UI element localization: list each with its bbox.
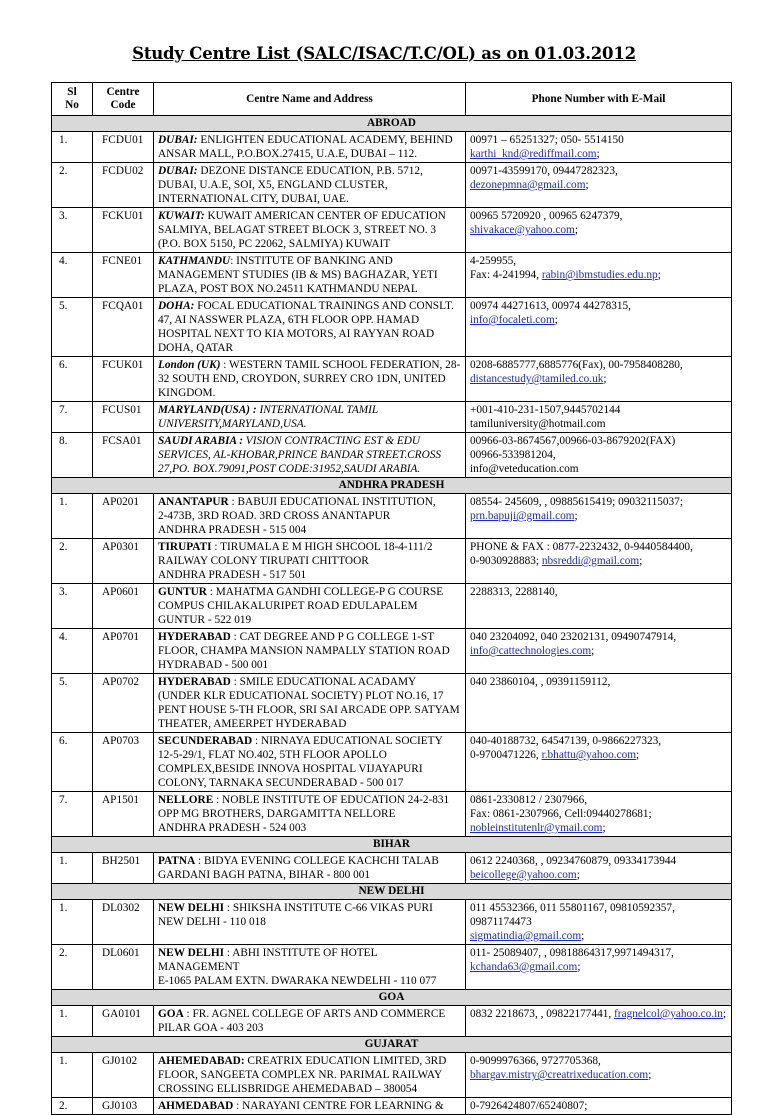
section-title: ANDHRA PRADESH [52,478,732,494]
centre-address-cell [154,945,466,990]
centre-address-cell [154,298,466,357]
section-title: GUJARAT [52,1037,732,1053]
phone-email-cell [466,1053,732,1098]
sl-no-cell: 1. [52,1006,93,1037]
section-row [52,884,732,900]
section-title: NEW DELHI [52,884,732,900]
centre-code-cell: FCUK01 [93,357,154,402]
header-row [52,83,732,116]
phone-text: 0612 2240368, , 09234760879, 09334173944 [470,855,677,867]
table-row [52,1053,732,1098]
phone-email-cell [466,674,732,733]
centre-address-text: : MAHATMA GANDHI COLLEGE-P G COURSE COMPUS CHILAKALURIPET ROAD EDULAPALEM GUNTUR - 522 019 [158,586,444,626]
phone-text: 00971 – 65251327; 050- 5514150 [470,134,624,146]
phone-email-cell [466,163,732,208]
sl-no-cell: 1. [52,900,93,945]
centre-city: MARYLAND(USA) : [158,404,257,416]
email-suffix: ; [636,749,640,761]
section-row [52,837,732,853]
sl-no-cell: 7. [52,402,93,433]
table-row [52,853,732,884]
table-row [52,1098,732,1115]
phone-email-cell [466,945,732,990]
email-link[interactable]: nobleinstitutenlr@ymail.com [470,822,603,834]
page-title: Study Centre List (SALC/ISAC/T.C/OL) as on 01.03.2012 [132,44,636,63]
centre-code-cell: AP0701 [93,629,154,674]
email-link[interactable]: fragnelcol@yahoo.co.in [614,1008,723,1020]
centre-code-cell: AP0601 [93,584,154,629]
phone-email-cell [466,584,732,629]
phone-text: 011 45532366, 011 55801167, 09810592357, 09871174473 [470,902,675,928]
centre-address-cell [154,433,466,478]
email-link[interactable]: bhargav.mistry@creatrixeducation.com [470,1069,649,1081]
phone-email-cell [466,298,732,357]
phone-email-cell [466,494,732,539]
sl-no-cell: 6. [52,733,93,792]
centre-address-cell [154,163,466,208]
centre-code-cell: GJ0102 [93,1053,154,1098]
sl-no-cell: 4. [52,629,93,674]
phone-email-cell [466,433,732,478]
phone-text: 00974 44271613, 00974 44278315, [470,300,631,312]
email-suffix: ; [722,1008,727,1020]
centre-city: HYDERABAD [158,631,231,643]
email-link[interactable]: dezonepmna@gmail.com [470,179,586,191]
email-suffix: ; [576,869,580,881]
centre-address-cell [154,1053,466,1098]
email-link[interactable]: r.bhattu@yahoo.com [541,749,637,761]
email-suffix: ; [648,1069,652,1081]
sl-no-cell: 3. [52,208,93,253]
centre-code-cell: GA0101 [93,1006,154,1037]
section-row [52,990,732,1006]
phone-email-cell [466,900,732,945]
phone-text: 0-7926424807/65240807; [470,1100,588,1112]
email-link[interactable]: sigmatindia@gmail.com [470,930,582,942]
centre-city: GUNTUR [158,586,207,598]
email-suffix: ; [596,148,600,160]
email-suffix: ; [585,179,589,191]
email-suffix: ; [574,224,578,236]
sl-no-cell: 3. [52,584,93,629]
centre-code-cell: FCNE01 [93,253,154,298]
centre-code-cell: AP0201 [93,494,154,539]
phone-email-cell [466,402,732,433]
centre-code-cell: AP1501 [93,792,154,837]
phone-text: 00971-43599170, 09447282323, [470,165,618,177]
table-row [52,584,732,629]
centre-code-cell: FCKU01 [93,208,154,253]
table-row [52,792,732,837]
centre-city: PATNA [158,855,196,867]
section-title: ABROAD [52,116,732,132]
email-link[interactable]: beicollege@yahoo.com [470,869,577,881]
centre-code-cell: FCDU01 [93,132,154,163]
centre-city: KUWAIT: [158,210,205,222]
sl-no-cell: 5. [52,298,93,357]
sl-no-cell: 1. [52,853,93,884]
centre-address-text: : FR. AGNEL COLLEGE OF ARTS AND COMMERCE PILAR GOA - 403 203 [158,1008,446,1034]
email-suffix: ; [581,930,585,942]
sl-no-cell: 2. [52,163,93,208]
centre-city: SAUDI ARABIA : [158,435,243,447]
phone-email-cell [466,1098,732,1115]
table-row [52,253,732,298]
centre-address-cell [154,402,466,433]
centre-address-cell [154,494,466,539]
table-row [52,539,732,584]
email-link[interactable]: kchanda63@gmail.com [470,961,578,973]
centre-address-text: FOCAL EDUCATIONAL TRAININGS AND CONSLT. 47, AI NASSWER PLAZA, 6TH FLOOR OPP. HAMAD HOSPITAL NEXT TO KIA MOTORS, AI RAYYAN ROAD DOHA, QATAR [158,300,454,354]
email-suffix: ; [603,373,607,385]
centre-city: DUBAI: [158,165,198,177]
centre-city: TIRUPATI [158,541,212,553]
centre-address-cell [154,253,466,298]
centre-address-text: : SHIKSHA INSTITUTE C-66 VIKAS PURI NEW DELHI - 110 018 [158,902,433,928]
email-suffix: ; [554,314,558,326]
sl-no-cell: 7. [52,792,93,837]
centre-city: SECUNDERABAD [158,735,253,747]
phone-text: 08554- 245609, , 09885615419; 09032115037; [470,496,683,508]
header-sl-no: Sl No [52,83,93,116]
table-row [52,629,732,674]
phone-email-cell [466,253,732,298]
centre-city: HYDERABAD [158,676,231,688]
phone-email-cell [466,733,732,792]
section-row [52,116,732,132]
phone-text: 040 23204092, 040 23202131, 09490747914, [470,631,677,643]
sl-no-cell: 1. [52,494,93,539]
centre-code-cell: FCUS01 [93,402,154,433]
table-row [52,132,732,163]
centre-address-cell [154,853,466,884]
phone-text: 040-40188732, 64547139, 0-9866227323, 0-9700471226, [470,735,662,761]
email-link[interactable]: info@cattechnologies.com [470,645,592,657]
header-centre-code: Centre Code [93,83,154,116]
centre-code-cell: DL0302 [93,900,154,945]
email-link[interactable]: prn.bapuji@gmail.com [470,510,575,522]
sl-no-cell: 8. [52,433,93,478]
section-title: GOA [52,990,732,1006]
centre-city: ANANTAPUR [158,496,229,508]
centre-code-cell: AP0301 [93,539,154,584]
phone-email-cell [466,853,732,884]
phone-text: PHONE & FAX : 0877-2232432, 0-9440584400, 0-9030928883; [470,541,693,567]
email-suffix: ; [574,510,578,522]
centre-code-cell: FCSA01 [93,433,154,478]
centre-address-text: : BIDYA EVENING COLLEGE KACHCHI TALAB GARDANI BAGH PATNA, BIHAR - 800 001 [158,855,439,881]
centre-code-cell: FCQA01 [93,298,154,357]
table-row [52,298,732,357]
centre-address-cell [154,208,466,253]
phone-email-cell [466,357,732,402]
centre-address-text: VISION CONTRACTING EST & EDU SERVICES, AL-KHOBAR,PRINCE BANDAR STREET.CROSS 27,PO. BOX.79091,POST CODE:31952,SAUDI ARABIA. [158,435,442,475]
phone-text: 0861-2330812 / 2307966, Fax: 0861-2307966, Cell:09440278681; [470,794,652,820]
centre-address-cell [154,132,466,163]
centre-city: NEW DELHI [158,947,225,959]
centre-address-text: CREATRIX EDUCATION LIMITED, 3RD FLOOR, SANGEETA COMPLEX NR. PARIMAL RAILWAY CROSSING ELLISBRIDGE AHEMEDABAD – 380054 [158,1055,447,1095]
header-centre-name: Centre Name and Address [154,83,466,116]
sl-no-cell: 2. [52,1098,93,1115]
table-row [52,674,732,733]
email-suffix: ; [577,961,581,973]
table-row [52,945,732,990]
phone-text: 00965 5720920 , 00965 6247379, [470,210,623,222]
phone-text: 0832 2218673, , 09822177441, [470,1008,612,1020]
table-row [52,1006,732,1037]
section-row [52,478,732,494]
centre-address-text: DEZONE DISTANCE EDUCATION, P.B. 5712, DUBAI, U.A.E, SOI, X5, ENGLAND CLUSTER, INTERNATIONAL CITY, DUBAI, UAE. [158,165,423,205]
email-suffix: ; [657,269,661,281]
centre-city: DOHA: [158,300,195,312]
phone-text: +001-410-231-1507,9445702144 tamiluniversity@hotmail.com [470,404,621,430]
centre-address-text: : WESTERN TAMIL SCHOOL FEDERATION, 28-32 SOUTH END, CROYDON, SURREY CRO 1DN, UNITED KINGDOM. [158,359,461,399]
centre-address-cell [154,1098,466,1115]
table-body [52,116,732,1115]
table-row [52,208,732,253]
sl-no-cell: 2. [52,945,93,990]
centre-address-text: : INSTITUTE OF BANKING AND MANAGEMENT STUDIES (IB & MS) BAGHAZAR, YETI PLAZA, POST BOX NO.24511 KATHMANDU NEPAL [158,255,438,295]
email-suffix: ; [602,822,606,834]
centre-address-text: : NIRNAYA EDUCATIONAL SOCIETY 12-5-29/1, FLAT NO.402, 5TH FLOOR APOLLO COMPLEX,BESIDE INNOVA HOSPITAL VIJAYAPURI COLONY, TARNAKA SECUNDERABAD - 500 017 [158,735,443,789]
email-link[interactable]: nbsreddi@gmail.com [541,555,640,567]
centre-address-text: : NARAYANI CENTRE FOR LEARNING & [233,1100,444,1112]
centre-code-cell: GJ0103 [93,1098,154,1115]
phone-text: 040 23860104, , 09391159112, [470,676,611,688]
centre-address-cell [154,1006,466,1037]
section-row [52,1037,732,1053]
centre-code-cell: AP0702 [93,674,154,733]
centre-address-text: : TIRUMALA E M HIGH SHCOOL 18-4-111/2 RAILWAY COLONY TIRUPATI CHITTOOR ANDHRA PRADESH - 517 501 [158,541,433,581]
centre-address-cell [154,539,466,584]
centre-address-text: ENLIGHTEN EDUCATIONAL ACADEMY, BEHIND ANSAR MALL, P.O.BOX.27415, U.A.E, DUBAI – 112. [158,134,453,160]
centre-code-cell: BH2501 [93,853,154,884]
centre-address-text: : SMILE EDUCATIONAL ACADAMY (UNDER KLR EDUCATIONAL SOCIETY) PLOT NO.16, 17 PENT HOUSE 5-TH FLOOR, SRI SAI ARCADE OPP. SATYAM THEATER, AMEERPET HYDERABAD [158,676,460,730]
email-link[interactable]: karthi_knd@rediffmail.com [470,148,597,160]
table-row [52,494,732,539]
centre-city: AHMEDABAD [158,1100,234,1112]
email-suffix: ; [639,555,643,567]
centre-address-cell [154,629,466,674]
centre-city: London (UK) [158,359,221,371]
header-phone-email: Phone Number with E-Mail [466,83,732,116]
table-row [52,433,732,478]
centre-city: AHEMEDABAD: [158,1055,245,1067]
centre-address-text: : NOBLE INSTITUTE OF EDUCATION 24-2-831 OPP MG BROTHERS, DARGAMITTA NELLORE ANDHRA PRADESH - 524 003 [158,794,450,834]
sl-no-cell: 1. [52,1053,93,1098]
centre-address-cell [154,900,466,945]
sl-no-cell: 1. [52,132,93,163]
sl-no-cell: 6. [52,357,93,402]
centre-city: NELLORE [158,794,214,806]
phone-text: 00966-03-8674567,00966-03-8679202(FAX) 00966-533981204, info@veteducation.com [470,435,676,475]
phone-text: 0208-6885777,6885776(Fax), 00-7958408280, [470,359,683,371]
centre-address-cell [154,733,466,792]
email-suffix: ; [591,645,595,657]
centre-address-text: : BABUJI EDUCATIONAL INSTITUTION, 2-473B, 3RD ROAD. 3RD CROSS ANANTAPUR ANDHRA PRADESH - 515 004 [158,496,436,536]
phone-text: 011- 25089407, , 09818864317,9971494317, [470,947,674,959]
centre-city: KATHMANDU [158,255,231,267]
centre-address-cell [154,674,466,733]
table-row [52,402,732,433]
sl-no-cell: 4. [52,253,93,298]
centre-address-text: : ABHI INSTITUTE OF HOTEL MANAGEMENT E-1065 PALAM EXTN. DWARAKA NEWDELHI - 110 077 [158,947,437,987]
centre-city: GOA [158,1008,184,1020]
centre-address-text: : CAT DEGREE AND P G COLLEGE 1-ST FLOOR, CHAMPA MANSION NAMPALLY STATION ROAD HYDRABAD - 500 001 [158,631,450,671]
centre-address-cell [154,792,466,837]
centre-address-cell [154,357,466,402]
table-row [52,357,732,402]
centre-address-text: INTERNATIONAL TAMIL UNIVERSITY,MARYLAND,USA. [158,404,379,430]
centre-code-cell: FCDU02 [93,163,154,208]
centre-code-cell: DL0601 [93,945,154,990]
table-row [52,900,732,945]
phone-text: 2288313, 2288140, [470,586,558,598]
email-link[interactable]: shivakace@yahoo.com [470,224,575,236]
email-link[interactable]: info@focaleti.com [470,314,555,326]
phone-email-cell [466,792,732,837]
study-centre-table [51,82,732,1115]
centre-address-cell [154,584,466,629]
phone-email-cell [466,1006,732,1037]
email-link[interactable]: rabin@ibmstudies.edu.np [541,269,658,281]
centre-city: DUBAI: [158,134,198,146]
sl-no-cell: 5. [52,674,93,733]
phone-email-cell [466,208,732,253]
centre-city: NEW DELHI [158,902,225,914]
phone-email-cell [466,629,732,674]
phone-text: 0-9099976366, 9727705368, [470,1055,601,1067]
table-row [52,733,732,792]
table-row [52,163,732,208]
centre-address-text: KUWAIT AMERICAN CENTER OF EDUCATION SALMIYA, BELAGAT STREET BLOCK 3, STREET NO. 3 (P.O. BOX 5150, PC 22062, SALMIYA) KUWAIT [158,210,446,250]
phone-email-cell [466,132,732,163]
section-title: BIHAR [52,837,732,853]
email-link[interactable]: distancestudy@tamiled.co.uk [470,373,604,385]
phone-email-cell [466,539,732,584]
centre-code-cell: AP0703 [93,733,154,792]
sl-no-cell: 2. [52,539,93,584]
phone-text: 4-259955, Fax: 4-241994, [470,255,540,281]
